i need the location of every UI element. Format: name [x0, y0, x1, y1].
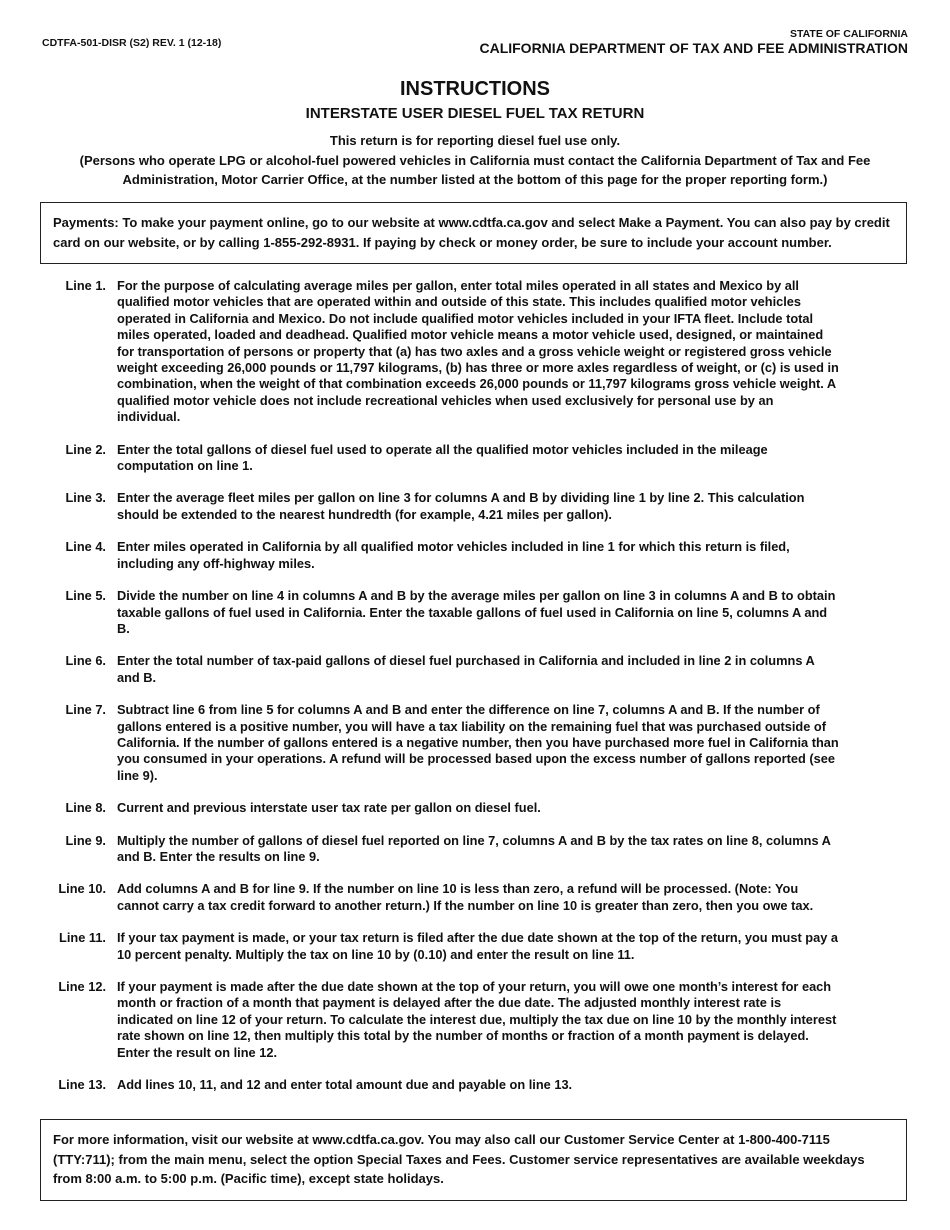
- agency-header: [479, 28, 908, 56]
- info-box: For more information, visit our website at www.cdtfa.ca.gov. You may also call our Customer Service Center at 1-800-400-7115 (TTY:711); from the main menu, select the option Special Taxes and Fees. Customer service representatives are available weekdays from 8:00 a.m. to 5:00 p.m. (Pacific time), except state holidays.: [40, 1119, 907, 1201]
- line-text: For the purpose of calculating average miles per gallon, enter total miles operated in all states and Mexico by all qualified motor vehicles that are operated within and outside of this state. This includes qualified motor vehicles operated in California and Mexico. Do not include qualified motor vehicles included in your IFTA fleet. Include total miles operated, loaded and deadhead. Qualified motor vehicle means a motor vehicle used, designed, or maintained for transportation of persons or property that (a) has two axles and a gross vehicle weight or registered gross vehicle weight exceeding 26,000 pounds or 11,797 kilograms, (b) has three or more axles regardless of weight, or (c) is used in combination, when the weight of that combination exceeds 26,000 pounds or 11,797 kilograms gross vehicle weight. A qualified motor vehicle does not include recreational vehicles when used exclusively for personal use by an individual.: [117, 278, 839, 425]
- form-id: CDTFA-501-DISR (S2) REV. 1 (12-18): [42, 37, 222, 49]
- instruction-line-2: [40, 442, 840, 475]
- line-text: If your tax payment is made, or your tax return is filed after the due date shown at the top of the return, you must pay a 10 percent penalty. Multiply the tax on line 10 by (0.10) and enter the result on line 11.: [117, 930, 839, 962]
- line-text: Enter the average fleet miles per gallon on line 3 for columns A and B by dividing line 1 by line 2. This calculation should be extended to the nearest hundredth (for example, 4.21 miles per gallon).: [117, 490, 805, 522]
- page-subtitle: INTERSTATE USER DIESEL FUEL TAX RETURN: [305, 105, 645, 122]
- line-label: Line 12.: [58, 979, 106, 994]
- line-text: Current and previous interstate user tax rate per gallon on diesel fuel.: [117, 800, 541, 816]
- state-name: STATE OF CALIFORNIA: [789, 28, 908, 40]
- line-label: Line 13.: [58, 1077, 106, 1093]
- line-label: Line 6.: [65, 653, 106, 669]
- instruction-line-3: [40, 490, 840, 523]
- line-label: Line 10.: [58, 881, 106, 897]
- line-label: Line 3.: [65, 490, 106, 506]
- instruction-line-13: [40, 1077, 840, 1093]
- instruction-line-7: [40, 702, 840, 784]
- line-text: Enter the total gallons of diesel fuel used to operate all the qualified motor vehicles included in the mileage computation on line 1.: [117, 441, 768, 474]
- instruction-line-8: [40, 800, 840, 816]
- department-name: CALIFORNIA DEPARTMENT OF TAX AND FEE ADMINISTRATION: [479, 40, 908, 56]
- page-title: INSTRUCTIONS: [400, 78, 550, 100]
- intro-line: This return is for reporting diesel fuel use only.: [329, 133, 621, 148]
- instruction-line-5: [40, 588, 840, 637]
- instruction-line-10: [40, 881, 840, 914]
- instruction-line-12: [40, 979, 840, 1061]
- line-text: Divide the number on line 4 in columns A and B by the average miles per gallon on line 3 in columns A and B to obtain taxable gallons of fuel used in California. Enter the taxable gallons of fuel used in California on line 5, columns A and B.: [117, 588, 836, 636]
- instruction-line-9: [40, 833, 840, 866]
- line-text: Enter miles operated in California by all qualified motor vehicles included in line 1 for which this return is filed, including any off-highway miles.: [117, 539, 790, 571]
- line-label: Line 7.: [65, 702, 106, 718]
- line-text: Add columns A and B for line 9. If the number on line 10 is less than zero, a refund will be processed. (Note: You cannot carry a tax credit forward to another return.) If the number on line 10 is greater than zero, then you owe tax.: [117, 881, 814, 913]
- instruction-line-4: [40, 539, 840, 572]
- line-text: If your payment is made after the due date shown at the top of your return, you will owe one month’s interest for each month or fraction of a month that payment is delayed after the due date. The adjusted monthly interest rate is indicated on line 12 of your return. To calculate the interest due, multiply the tax due on line 10 by the monthly interest rate shown on line 12, then multiply this total by the number of months or fraction of a month payment is delayed. Enter the result on line 12.: [117, 979, 837, 1060]
- line-label: Line 2.: [65, 441, 106, 457]
- instruction-line-11: [40, 930, 840, 963]
- line-label: Line 11.: [59, 930, 106, 946]
- instruction-line-1: [40, 278, 840, 426]
- intro-note: (Persons who operate LPG or alcohol-fuel powered vehicles in California must contact the California Department of Tax and Fee Administration, Motor Carrier Office, at the number listed at the bottom of this page for the proper reporting form.): [79, 152, 871, 187]
- line-label: Line 1.: [65, 278, 106, 293]
- line-label: Line 9.: [65, 832, 106, 848]
- line-text: Multiply the number of gallons of diesel fuel reported on line 7, columns A and B by the tax rates on line 8, columns A and B. Enter the results on line 9.: [117, 832, 831, 864]
- line-text: Add lines 10, 11, and 12 and enter total amount due and payable on line 13.: [117, 1077, 573, 1093]
- line-label: Line 4.: [65, 539, 106, 555]
- instruction-lines: [40, 278, 840, 1109]
- line-text: Enter the total number of tax-paid gallons of diesel fuel purchased in California and included in line 2 in columns A and B.: [117, 653, 815, 685]
- line-text: Subtract line 6 from line 5 for columns A and B and enter the difference on line 7, columns A and B. If the number of gallons entered is a positive number, you will have a tax liability on the remaining fuel that was purchased outside of California. If the number of gallons entered is a negative number, then you have purchased more fuel in California than you consumed in your operations. A refund will be processed based upon the excess number of gallons reported (see line 9).: [117, 702, 839, 783]
- intro: [60, 131, 890, 190]
- line-label: Line 5.: [65, 588, 106, 604]
- payments-box: Payments: To make your payment online, go to our website at www.cdtfa.ca.gov and select Make a Payment. You can also pay by credit card on our website, or by calling 1-855-292-8931. If paying by check or money order, be sure to include your account number.: [40, 202, 907, 264]
- line-label: Line 8.: [65, 800, 106, 816]
- instruction-line-6: [40, 653, 840, 686]
